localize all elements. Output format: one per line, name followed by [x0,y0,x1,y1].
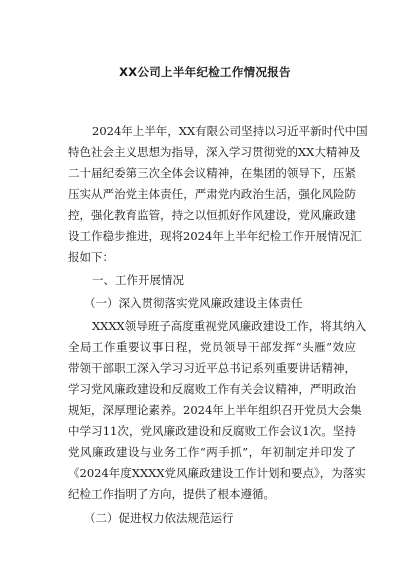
paragraph-line: 全局工作重要议事日程，党员领导干部发挥“头雁”效应 [68,340,356,354]
subsection-heading: （二）促进权力依法规范运行 [84,511,234,525]
paragraph-line: 二十届纪委第三次全体会议精神，在集团的领导下，压紧 [68,166,356,180]
paragraph-line: 2024年上半年，XX有限公司坚持以习近平新时代中国 [92,124,368,138]
section-heading: 一、工作开展情况 [92,273,184,287]
paragraph-line: 控，强化教育监管，持之以恒抓好作风建设，党风廉政建 [68,208,356,222]
paragraph-line: XXXX领导班子高度重视党风廉政建设工作，将其纳入 [92,319,367,333]
paragraph-line: 党风廉政建设与业务工作“两手抓”，年初制定并印发了 [68,445,356,459]
paragraph-line: 《2024年度XXXX党风廉政建设工作计划和要点》，为落实 [68,466,366,480]
subsection-heading: （一）深入贯彻落实党风廉政建设主体责任 [84,296,303,310]
paragraph-line: 设工作稳步推进，现将2024年上半年纪检工作开展情况汇 [68,229,362,243]
paragraph-line: 纪检工作指明了方向，提供了根本遵循。 [68,487,275,501]
paragraph-line: 带领干部职工深入学习习近平总书记系列重要讲话精神， [68,361,356,375]
paragraph-line: 报如下： [68,250,114,264]
document-title: XX公司上半年纪检工作情况报告 [119,65,291,79]
paragraph-line: 特色社会主义思想为指导，深入学习贯彻党的XX大精神及 [68,145,361,159]
paragraph-line: 规矩，深厚理论素养。2024年上半年组织召开党员大会集 [68,403,362,417]
paragraph-line: 中学习11次，党风廉政建设和反腐败工作会议1次。坚持 [68,424,356,438]
paragraph-line: 学习党风廉政建设和反腐败工作有关会议精神，严明政治 [68,382,356,396]
paragraph-line: 压实从严治党主体责任，严肃党内政治生活，强化风险防 [68,187,356,201]
